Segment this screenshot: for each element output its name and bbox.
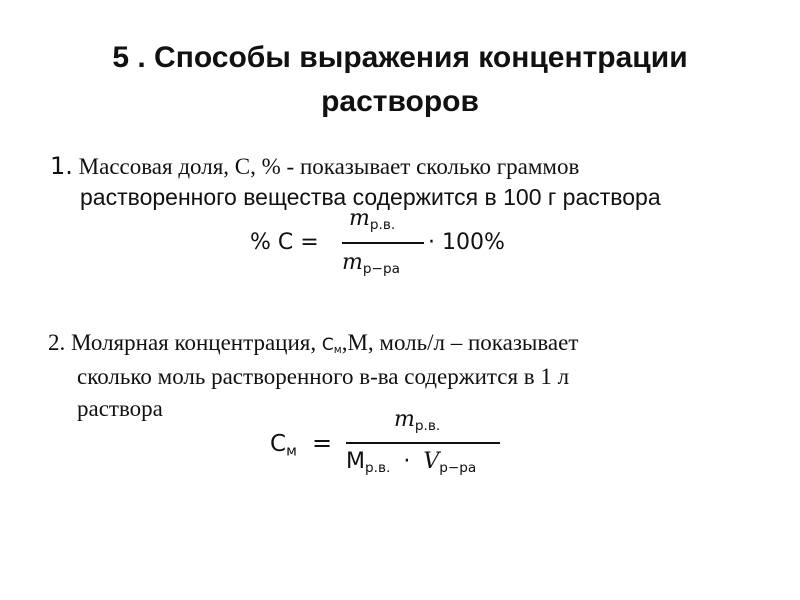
formula-2-numerator: $m_{р.в.}$ (394, 407, 441, 435)
formula-2-fraction-bar (346, 442, 500, 444)
item-1-line-2: растворенного вещества содержится в 100 г раствора (80, 184, 661, 210)
slide-title-line-1: 5 . Способы выражения концентрации (112, 41, 688, 74)
item-2-line-1: 2. Молярная концентрация, $C_м,М$, моль/л – показывает (48, 330, 579, 357)
item-1-number: 1. (50, 152, 73, 180)
item-2-line-3: раствора (77, 396, 163, 421)
molar-symbol-inline: $C_м$ (321, 335, 342, 357)
formula-1-fraction-bar (342, 242, 424, 244)
item-1-text (50, 150, 770, 183)
mass-fraction-formula (250, 206, 530, 286)
formula-1-rhs: · 100% (428, 230, 505, 255)
slide-title (0, 36, 800, 124)
slide-title-line-2: растворов (321, 85, 479, 118)
formula-2-equals: = (312, 429, 333, 457)
molar-concentration-formula (268, 405, 518, 490)
formula-2-denominator: $M_{р.в.} \cdot V_{р-ра}$ (346, 449, 477, 477)
formula-1-denominator: $m_{р-ра}$ (342, 250, 400, 278)
item-1-line-1: Массовая доля, С, % - показывает сколько граммов (72, 154, 580, 179)
item-2-number: 2. (48, 330, 66, 355)
item-2-line-2: сколько моль растворенного в-ва содержится в 1 л (77, 364, 570, 389)
formula-1-numerator: $m_{р.в.}$ (349, 206, 396, 234)
formula-2-lhs: $C_м$ (270, 431, 297, 460)
formula-1-lhs: % C = (250, 230, 319, 255)
